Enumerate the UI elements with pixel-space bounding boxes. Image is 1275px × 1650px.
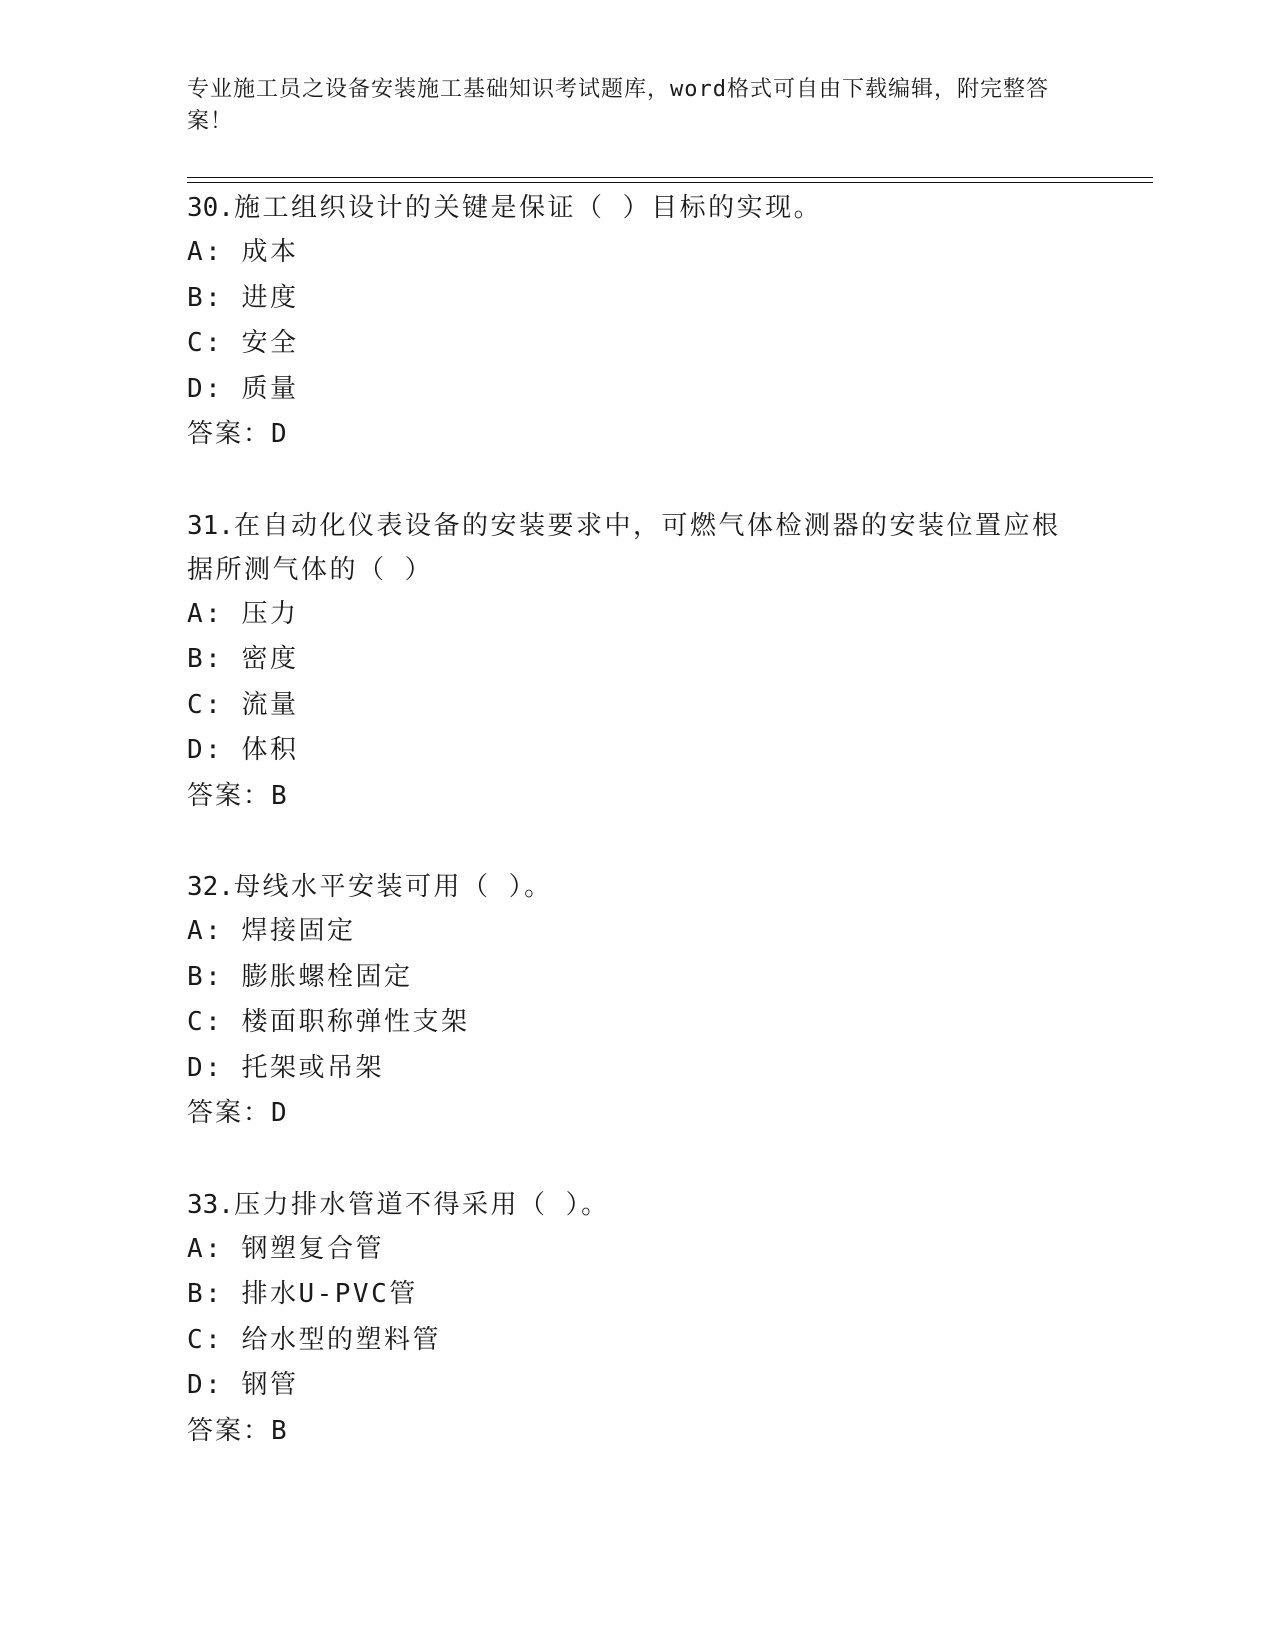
option-text: 密度 bbox=[241, 644, 299, 674]
option-d bbox=[187, 1046, 1087, 1092]
question-30 bbox=[187, 186, 1087, 458]
option-text: 安全 bbox=[241, 328, 299, 358]
option-label: B: bbox=[187, 961, 224, 992]
option-d bbox=[187, 367, 1087, 413]
question-number: 33. bbox=[187, 1189, 234, 1220]
question-stem bbox=[187, 865, 1067, 909]
question-stem bbox=[187, 504, 1067, 592]
question-stem bbox=[187, 1183, 1067, 1227]
answer-value: B bbox=[271, 1415, 287, 1446]
question-text: 压力排水管道不得采用（ ）。 bbox=[233, 1189, 610, 1220]
question-number: 31. bbox=[187, 510, 234, 541]
option-text: 排水U-PVC管 bbox=[241, 1279, 418, 1309]
option-label: A: bbox=[187, 598, 224, 629]
answer-line bbox=[187, 1091, 1087, 1137]
answer-line bbox=[187, 1409, 1087, 1455]
question-text: 母线水平安装可用（ ）。 bbox=[233, 872, 553, 902]
option-a bbox=[187, 230, 1087, 276]
option-d bbox=[187, 1363, 1087, 1409]
option-text: 膨胀螺栓固定 bbox=[241, 961, 413, 992]
question-31 bbox=[187, 504, 1087, 820]
option-c bbox=[187, 1000, 1087, 1046]
document-header: 专业施工员之设备安装施工基础知识考试题库，word格式可自由下载编辑，附完整答案！ bbox=[187, 77, 1049, 134]
answer-line bbox=[187, 774, 1087, 820]
question-stem bbox=[187, 186, 1067, 230]
answer-label: 答案： bbox=[187, 419, 272, 449]
option-b bbox=[187, 955, 1087, 1001]
option-a bbox=[187, 1227, 1087, 1273]
option-c bbox=[187, 321, 1087, 367]
question-text: 施工组织设计的关键是保证（ ）目标的实现。 bbox=[233, 193, 823, 223]
question-number: 32. bbox=[187, 872, 234, 902]
option-text: 体积 bbox=[241, 735, 299, 765]
option-text: 成本 bbox=[241, 237, 299, 267]
option-text: 钢管 bbox=[241, 1370, 299, 1400]
answer-label: 答案： bbox=[187, 1415, 272, 1446]
answer-value: D bbox=[271, 1098, 287, 1128]
option-b bbox=[187, 276, 1087, 322]
option-text: 楼面职称弹性支架 bbox=[241, 1007, 470, 1037]
option-label: D: bbox=[187, 1052, 224, 1083]
question-list bbox=[187, 186, 1087, 1500]
option-a bbox=[187, 592, 1087, 638]
answer-label: 答案： bbox=[187, 1098, 272, 1128]
option-c bbox=[187, 1318, 1087, 1364]
option-text: 压力 bbox=[241, 598, 299, 629]
option-label: D: bbox=[187, 1370, 224, 1400]
answer-line bbox=[187, 412, 1087, 458]
header-divider-bottom bbox=[187, 182, 1153, 183]
option-label: B: bbox=[187, 644, 224, 674]
question-33 bbox=[187, 1183, 1087, 1455]
answer-value: D bbox=[271, 419, 287, 449]
option-text: 托架或吊架 bbox=[241, 1052, 384, 1083]
option-text: 流量 bbox=[241, 689, 299, 720]
option-label: D: bbox=[187, 373, 224, 404]
question-32 bbox=[187, 865, 1087, 1137]
option-text: 进度 bbox=[241, 282, 299, 313]
answer-label: 答案： bbox=[187, 780, 272, 811]
option-label: A: bbox=[187, 237, 224, 267]
option-label: D: bbox=[187, 735, 224, 765]
option-label: B: bbox=[187, 1279, 224, 1309]
answer-value: B bbox=[271, 780, 287, 811]
option-d bbox=[187, 728, 1087, 774]
option-label: C: bbox=[187, 689, 224, 720]
option-label: B: bbox=[187, 282, 224, 313]
option-text: 焊接固定 bbox=[241, 916, 356, 946]
option-text: 钢塑复合管 bbox=[241, 1233, 384, 1264]
option-label: A: bbox=[187, 916, 224, 946]
option-label: C: bbox=[187, 1007, 224, 1037]
header-divider-top bbox=[187, 177, 1153, 178]
question-text: 在自动化仪表设备的安装要求中，可燃气体检测器的安装位置应根据所测气体的（ ） bbox=[187, 510, 1061, 585]
option-label: C: bbox=[187, 328, 224, 358]
option-text: 给水型的塑料管 bbox=[241, 1324, 441, 1355]
question-number: 30. bbox=[187, 193, 234, 223]
option-a bbox=[187, 909, 1087, 955]
option-b bbox=[187, 637, 1087, 683]
option-label: C: bbox=[187, 1324, 224, 1355]
option-c bbox=[187, 683, 1087, 729]
option-b bbox=[187, 1272, 1087, 1318]
option-text: 质量 bbox=[241, 373, 299, 404]
option-label: A: bbox=[187, 1233, 224, 1264]
